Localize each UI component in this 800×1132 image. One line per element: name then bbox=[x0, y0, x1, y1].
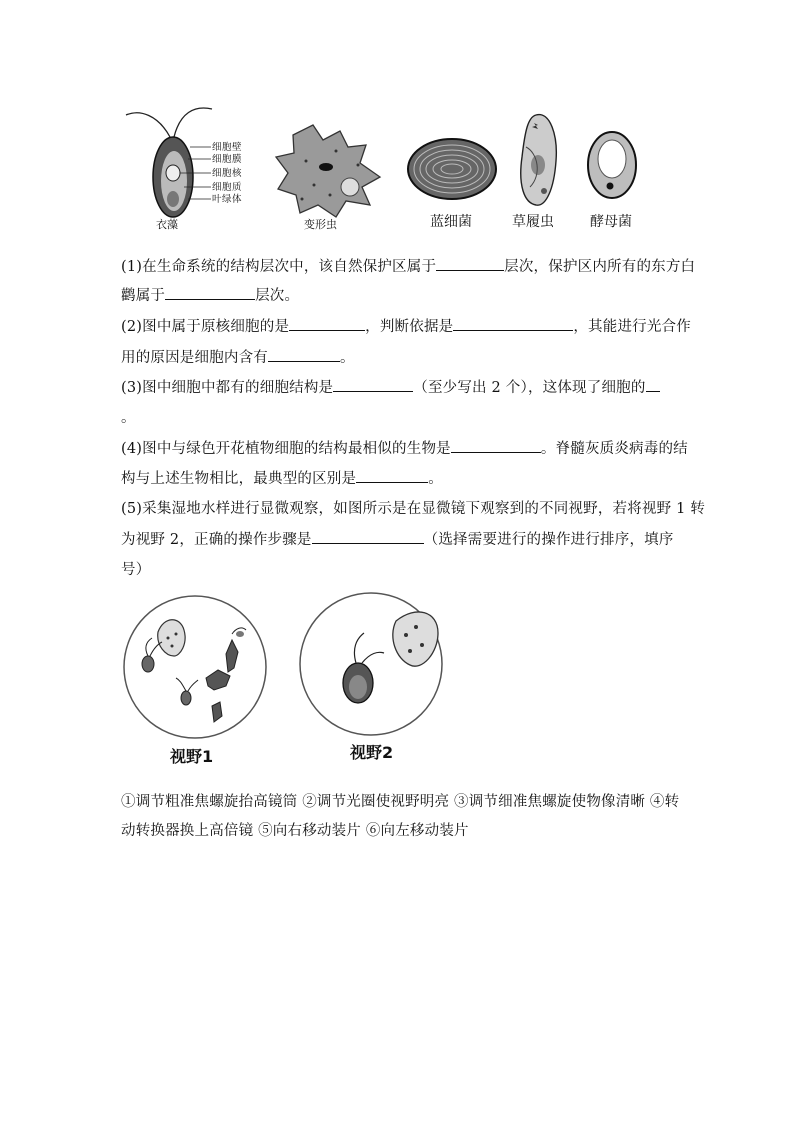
q1-blank-2[interactable] bbox=[165, 285, 255, 300]
q4-blank-1[interactable] bbox=[451, 438, 541, 453]
chlamydomonas-drawing bbox=[126, 108, 212, 217]
caption-chlamydomonas: 衣藻 bbox=[156, 218, 178, 231]
caption-cyanobacteria: 蓝细菌 bbox=[430, 214, 472, 230]
q2-line1: (2)图中属于原核细胞的是 ，判断依据是 ，其能进行光合作 bbox=[121, 316, 691, 337]
q5-line3: 号） bbox=[121, 562, 151, 578]
label-chloroplast: 叶绿体 bbox=[212, 194, 243, 205]
q1-blank-1[interactable] bbox=[436, 256, 504, 271]
microscope-field-1 bbox=[122, 594, 268, 740]
q5-blank-1[interactable] bbox=[312, 529, 424, 544]
caption-yeast: 酵母菌 bbox=[590, 214, 632, 230]
organism-drawings bbox=[118, 95, 658, 235]
microscope-field-2 bbox=[298, 591, 444, 737]
field-label-2: 视野2 bbox=[350, 743, 394, 762]
q2-line2: 用的原因是细胞内含有 。 bbox=[121, 347, 355, 368]
q4-blank-2[interactable] bbox=[356, 468, 428, 483]
label-cell-wall: 细胞壁 bbox=[212, 142, 243, 153]
organism-figure bbox=[118, 95, 658, 235]
q2-blank-1[interactable] bbox=[289, 316, 365, 331]
amoeba-drawing bbox=[276, 125, 380, 217]
q5-line2: 为视野 2，正确的操作步骤是 （选择需要进行的操作进行排序，填序 bbox=[121, 529, 674, 550]
label-cytoplasm: 细胞质 bbox=[212, 182, 243, 193]
options-line2: 动转换器换上高倍镜 ⑤向右移动装片 ⑥向左移动装片 bbox=[121, 823, 469, 839]
q3-blank-1[interactable] bbox=[333, 377, 413, 392]
q3-line2: 。 bbox=[121, 410, 136, 426]
label-cell-membrane: 细胞膜 bbox=[212, 154, 243, 165]
cyanobacteria-drawing bbox=[408, 139, 496, 199]
paramecium-drawing bbox=[521, 115, 557, 206]
caption-paramecium: 草履虫 bbox=[512, 214, 554, 230]
q1-line2: 鹳属于 层次。 bbox=[121, 285, 299, 306]
label-nucleus: 细胞核 bbox=[212, 168, 243, 179]
q1-line1: (1)在生命系统的结构层次中，该自然保护区属于 层次，保护区内所有的东方白 bbox=[121, 256, 695, 277]
options-line1: ①调节粗准焦螺旋抬高镜筒 ②调节光圈使视野明亮 ③调节细准焦螺旋使物像清晰 ④转 bbox=[121, 794, 680, 810]
q2-blank-2[interactable] bbox=[453, 316, 573, 331]
q5-line1: (5)采集湿地水样进行显微观察，如图所示是在显微镜下观察到的不同视野，若将视野 1 转 bbox=[121, 501, 706, 517]
caption-amoeba: 变形虫 bbox=[304, 218, 337, 231]
q4-line1: (4)图中与绿色开花植物细胞的结构最相似的生物是 。脊髓灰质炎病毒的结 bbox=[121, 438, 688, 459]
q3-line1: (3)图中细胞中都有的细胞结构是 （至少写出 2 个），这体现了细胞的 bbox=[121, 377, 660, 398]
field-label-1: 视野1 bbox=[170, 747, 214, 766]
q4-line2: 构与上述生物相比，最典型的区别是 。 bbox=[121, 468, 443, 489]
q2-blank-3[interactable] bbox=[268, 347, 340, 362]
q3-blank-2[interactable] bbox=[646, 377, 660, 392]
yeast-drawing bbox=[588, 132, 636, 198]
